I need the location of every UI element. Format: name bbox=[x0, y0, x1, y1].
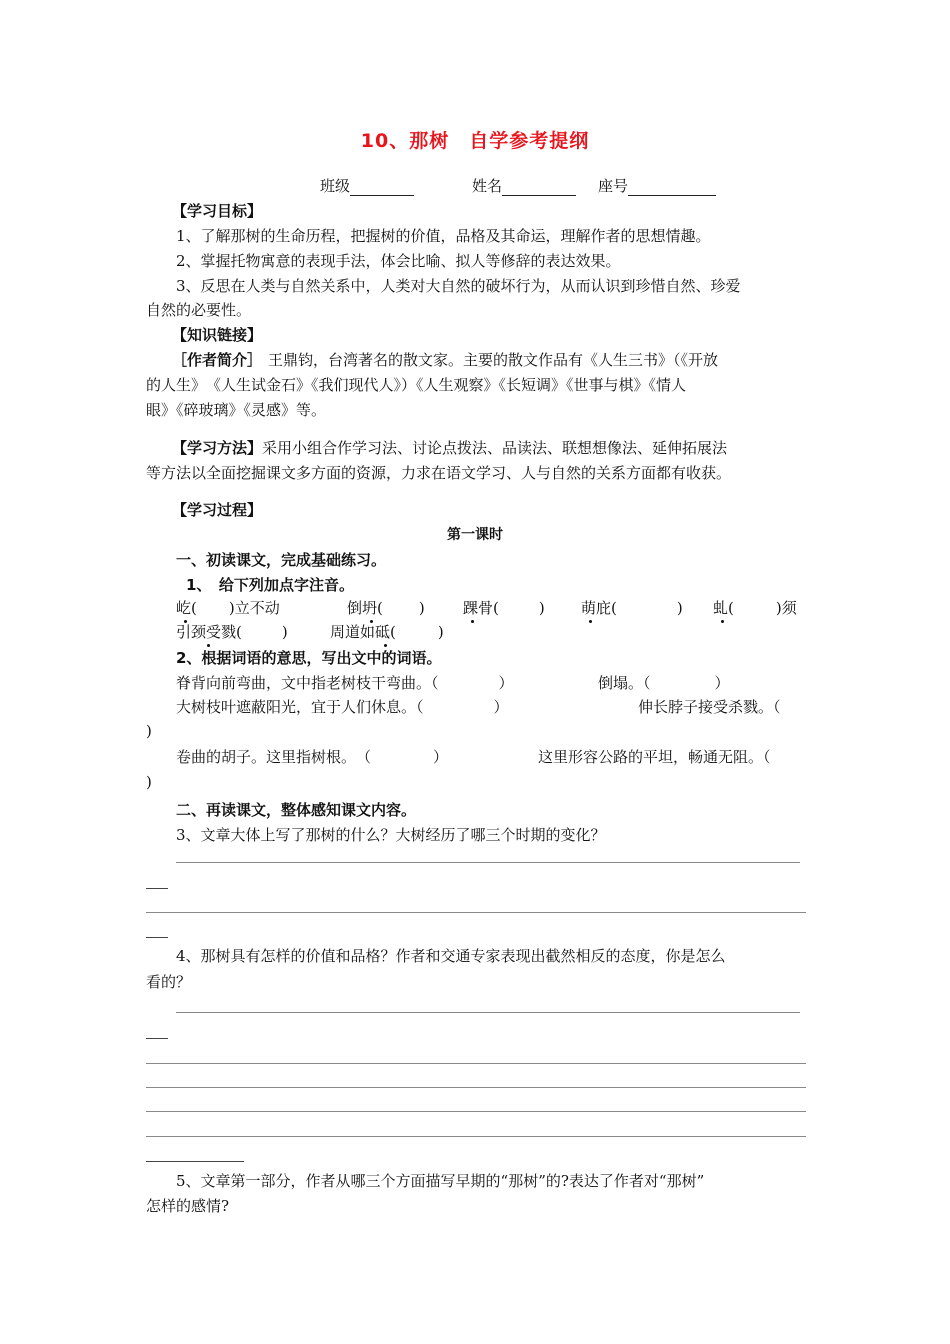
paren: ) bbox=[146, 773, 152, 791]
emphasis-dot bbox=[471, 620, 474, 623]
definition-item[interactable] bbox=[598, 673, 730, 693]
paren: ） bbox=[493, 698, 509, 716]
pinyin-row-2[interactable] bbox=[176, 622, 288, 642]
pinyin-item[interactable] bbox=[330, 622, 444, 642]
process-heading: 【学习过程】 bbox=[172, 501, 263, 519]
name-blank[interactable] bbox=[502, 179, 576, 196]
pinyin-row-1[interactable] bbox=[176, 598, 280, 618]
answer-line[interactable] bbox=[146, 1161, 244, 1162]
knowledge-heading: 【知识链接】 bbox=[172, 326, 263, 344]
emphasis-dot bbox=[721, 620, 724, 623]
part1-heading: 一、初读课文，完成基础练习。 bbox=[176, 551, 387, 569]
question-4: 4、那树具有怎样的价值和品格？作者和交通专家表现出截然相反的态度，你是怎么 bbox=[176, 947, 726, 965]
paren: ) bbox=[538, 599, 545, 617]
paren: ) bbox=[437, 623, 444, 641]
question-5: 5、文章第一部分，作者从哪三个方面描写早期的“那树”的?表达了作者对“那树” bbox=[176, 1172, 705, 1190]
definition-text: 倒塌。（ bbox=[598, 674, 651, 692]
definition-item: 伸长脖子接受杀戮。（ bbox=[638, 698, 781, 716]
pinyin-word: 虬( bbox=[713, 599, 734, 617]
method-heading: 【学习方法】 bbox=[172, 439, 263, 457]
author-label: ［作者简介］ bbox=[172, 351, 263, 369]
author-text: 王鼎钧，台湾著名的散文家。主要的散文作品有《人生三书》（《开放 bbox=[268, 351, 719, 369]
answer-line[interactable] bbox=[146, 1038, 168, 1039]
class-label: 班级 bbox=[320, 177, 351, 195]
goal-item: 3、反思在人类与自然关系中，人类对大自然的破坏行为，从而认识到珍惜自然、珍爱 bbox=[176, 277, 741, 295]
answer-line[interactable] bbox=[146, 912, 806, 913]
author-intro bbox=[172, 350, 718, 370]
definition-row-3[interactable] bbox=[176, 747, 448, 767]
pinyin-word: 引颈受戮( bbox=[176, 623, 242, 641]
pinyin-word: 踝骨( bbox=[463, 599, 499, 617]
question-3: 3、文章大体上写了那树的什么？大树经历了哪三个时期的变化？ bbox=[176, 826, 606, 844]
author-text: 眼》《碎玻璃》《灵感》等。 bbox=[146, 401, 327, 419]
answer-line[interactable] bbox=[146, 937, 168, 938]
goal-item: 1、了解那树的生命历程，把握树的价值，品格及其命运，理解作者的思想情趣。 bbox=[176, 227, 711, 245]
pinyin-item[interactable] bbox=[463, 598, 545, 618]
pinyin-word: 倒坍( bbox=[347, 599, 383, 617]
seat-field[interactable] bbox=[598, 176, 716, 196]
paren: ) bbox=[281, 623, 288, 641]
answer-line[interactable] bbox=[176, 862, 800, 863]
definition-row-2[interactable] bbox=[176, 697, 509, 717]
emphasis-dot bbox=[384, 644, 387, 647]
lesson-title: 第一课时 bbox=[447, 527, 503, 543]
page-title: 10、那树 自学参考提纲 bbox=[360, 130, 590, 152]
definition-text: 卷曲的胡子。这里指树根。 （ bbox=[176, 748, 372, 766]
paren: ) bbox=[418, 599, 425, 617]
pinyin-word: )须 bbox=[775, 599, 797, 617]
answer-line[interactable] bbox=[146, 888, 168, 889]
goal-item: 2、掌握托物寓意的表现手法，体会比喻、拟人等修辞的表达效果。 bbox=[176, 252, 621, 270]
part2-heading: 二、再读课文，整体感知课文内容。 bbox=[176, 801, 417, 819]
paren: ） bbox=[433, 748, 449, 766]
name-field[interactable] bbox=[472, 176, 576, 196]
question-4-cont: 看的？ bbox=[146, 973, 192, 991]
answer-line[interactable] bbox=[146, 1063, 806, 1064]
method-text: 采用小组合作学习法、讨论点拨法、品读法、联想想像法、延伸拓展法 bbox=[262, 439, 728, 457]
pinyin-item[interactable] bbox=[347, 598, 425, 618]
paren: ) bbox=[146, 722, 152, 740]
paren: ） bbox=[498, 674, 514, 692]
goal-item: 自然的必要性。 bbox=[146, 301, 252, 319]
method-text: 等方法以全面挖掘课文多方面的资源，力求在语文学习、人与自然的关系方面都有收获。 bbox=[146, 464, 732, 482]
class-blank[interactable] bbox=[350, 179, 414, 196]
method-line bbox=[172, 438, 727, 458]
pinyin-item[interactable] bbox=[713, 598, 797, 618]
paren: ） bbox=[714, 674, 730, 692]
pinyin-item[interactable] bbox=[581, 598, 683, 618]
author-text: 的人生》 《人生试金石》《我们现代人》）《人生观察》《长短调》《世事与棋》《情人 bbox=[146, 376, 687, 394]
question-1: 1、 给下列加点字注音。 bbox=[186, 576, 354, 594]
emphasis-dot bbox=[207, 644, 210, 647]
pinyin-word: 萌庇( bbox=[581, 599, 617, 617]
goals-heading: 【学习目标】 bbox=[172, 202, 263, 220]
pinyin-word: 屹( bbox=[176, 599, 197, 617]
answer-line[interactable] bbox=[146, 1087, 806, 1088]
seat-blank[interactable] bbox=[628, 179, 716, 196]
name-label: 姓名 bbox=[472, 177, 503, 195]
question-5-cont: 怎样的感情? bbox=[146, 1197, 230, 1215]
pinyin-word: 周道如砥( bbox=[330, 623, 396, 641]
question-2: 2、根据词语的意思，写出文中的词语。 bbox=[176, 649, 442, 667]
answer-line[interactable] bbox=[146, 1136, 806, 1137]
pinyin-word: )立不动 bbox=[228, 599, 280, 617]
definition-text: 脊背向前弯曲，文中指老树枝干弯曲。（ bbox=[176, 674, 439, 692]
emphasis-dot bbox=[589, 620, 592, 623]
definition-item: 这里形容公路的平坦，畅通无阻。（ bbox=[538, 748, 771, 766]
answer-line[interactable] bbox=[146, 1111, 806, 1112]
paren: ) bbox=[676, 599, 683, 617]
class-field[interactable] bbox=[320, 176, 414, 196]
definition-row-1[interactable] bbox=[176, 673, 514, 693]
answer-line[interactable] bbox=[176, 1012, 800, 1013]
seat-label: 座号 bbox=[598, 177, 629, 195]
definition-text: 大树枝叶遮蔽阳光，宜于人们休息。（ bbox=[176, 698, 424, 716]
